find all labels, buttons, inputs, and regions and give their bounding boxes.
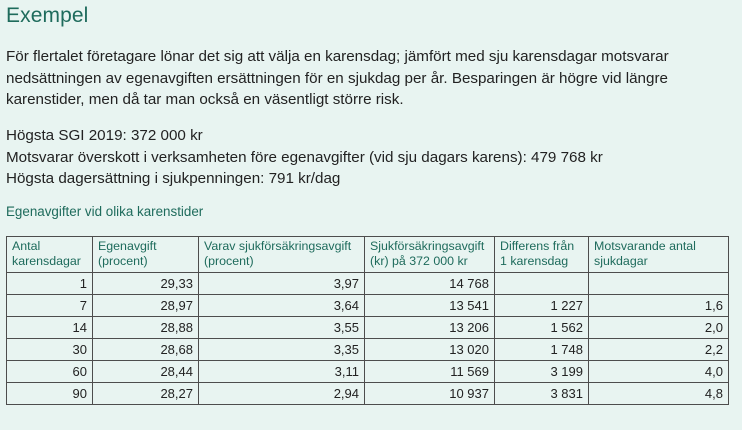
cell-sickness-insurance-kr: 13 206 <box>365 317 495 339</box>
cell-self-employment-fee: 28,97 <box>93 295 199 317</box>
table-row <box>7 317 729 339</box>
cell-waiting-days: 90 <box>7 383 93 405</box>
header-sickness-insurance-percent: Varav sjukförsäkringsavgift (procent) <box>199 237 365 273</box>
cell-sickness-insurance-percent: 2,94 <box>199 383 365 405</box>
cell-sickness-insurance-kr: 14 768 <box>365 273 495 295</box>
cell-sickness-insurance-kr: 13 020 <box>365 339 495 361</box>
cell-sickness-insurance-percent: 3,55 <box>199 317 365 339</box>
cell-difference: 3 831 <box>495 383 589 405</box>
fact-surplus: Motsvarar överskott i verksamheten före egenavgifter (vid sju dagars karens): 479 768 kr <box>6 148 603 166</box>
cell-sick-days: 4,0 <box>589 361 729 383</box>
fact-max-sgi: Högsta SGI 2019: 372 000 kr <box>6 127 203 144</box>
cell-self-employment-fee: 28,88 <box>93 317 199 339</box>
cell-waiting-days: 60 <box>7 361 93 383</box>
cell-waiting-days: 14 <box>7 317 93 339</box>
page-title: Exempel <box>6 4 89 27</box>
fee-table <box>6 236 729 405</box>
table-row <box>7 295 729 317</box>
cell-waiting-days: 1 <box>7 273 93 295</box>
table-row <box>7 361 729 383</box>
cell-sickness-insurance-percent: 3,97 <box>199 273 365 295</box>
cell-sick-days: 2,2 <box>589 339 729 361</box>
cell-sickness-insurance-percent: 3,64 <box>199 295 365 317</box>
cell-difference: 1 227 <box>495 295 589 317</box>
cell-waiting-days: 30 <box>7 339 93 361</box>
cell-difference <box>495 273 589 295</box>
table-caption: Egenavgifter vid olika karenstider <box>6 204 204 219</box>
fact-max-daily-allowance: Högsta dagersättning i sjukpenningen: 791 kr/dag <box>6 170 341 187</box>
table-row <box>7 383 729 405</box>
cell-sickness-insurance-percent: 3,35 <box>199 339 365 361</box>
table-row <box>7 273 729 295</box>
header-sickness-insurance-kr: Sjukförsäkringsavgift (kr) på 372 000 kr <box>365 237 495 273</box>
cell-sickness-insurance-kr: 13 541 <box>365 295 495 317</box>
cell-sickness-insurance-kr: 10 937 <box>365 383 495 405</box>
cell-sick-days: 1,6 <box>589 295 729 317</box>
cell-sick-days <box>589 273 729 295</box>
cell-self-employment-fee: 28,27 <box>93 383 199 405</box>
cell-self-employment-fee: 28,68 <box>93 339 199 361</box>
cell-sickness-insurance-kr: 11 569 <box>365 361 495 383</box>
cell-sick-days: 2,0 <box>589 317 729 339</box>
cell-sickness-insurance-percent: 3,11 <box>199 361 365 383</box>
header-waiting-days: Antal karensdagar <box>7 237 93 273</box>
header-self-employment-fee: Egenavgift (procent) <box>93 237 199 273</box>
cell-difference: 1 562 <box>495 317 589 339</box>
header-difference: Differens från 1 karensdag <box>495 237 589 273</box>
cell-waiting-days: 7 <box>7 295 93 317</box>
cell-sick-days: 4,8 <box>589 383 729 405</box>
facts-list <box>6 125 603 190</box>
table-row <box>7 339 729 361</box>
cell-self-employment-fee: 28,44 <box>93 361 199 383</box>
intro-paragraph: För flertalet företagare lönar det sig att välja en karensdag; jämfört med sju karensdagar motsvarar nedsättningen av egenavgiften ersättningen för en sjukdag per år. Besparingen är högre vid längre karenstider, men då tar man också en väsentligt större risk. <box>6 48 669 108</box>
cell-difference: 1 748 <box>495 339 589 361</box>
cell-difference: 3 199 <box>495 361 589 383</box>
table-header-row <box>7 237 729 273</box>
header-sick-days: Motsvarande antal sjukdagar <box>589 237 729 273</box>
cell-self-employment-fee: 29,33 <box>93 273 199 295</box>
